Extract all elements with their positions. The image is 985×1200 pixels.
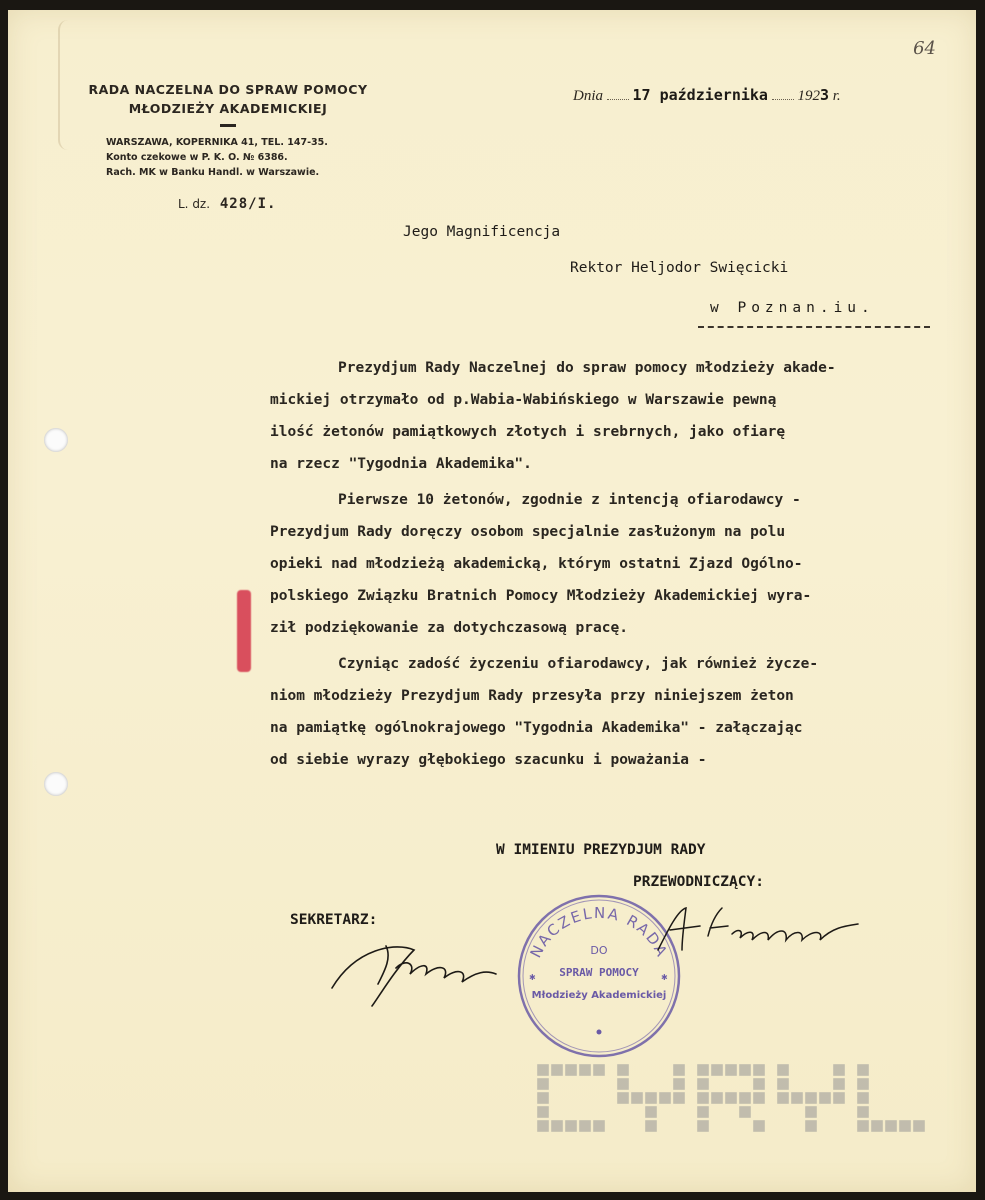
svg-text:✱: ✱ (529, 973, 536, 982)
letterhead-org-line2: MŁODZIEŻY AKADEMICKIEJ (128, 101, 328, 116)
body-line: opieki nad młodzieżą akademicką, którym ostatni Zjazd Ogólno- (270, 556, 803, 572)
stamp-line2: SPRAW POMOCY (559, 966, 639, 979)
letter-date (573, 86, 841, 105)
letterhead-account-bank: Rach. MK w Banku Handl. w Warszawie. (106, 167, 320, 178)
recipient-line1: Jego Magnificencja (403, 224, 561, 240)
punch-hole-top (44, 428, 68, 452)
body-line: od siebie wyrazy głębokiego szacunku i poważania - (270, 752, 707, 768)
body-line: Czyniąc zadość życzeniu ofiarodawcy, jak również życze- (338, 656, 819, 672)
body-line: niom młodzieży Prezydjum Rady przesyła przy niniejszem żeton (270, 688, 794, 704)
stamp-line1: DO (590, 944, 608, 957)
recipient-line3: w Poznan.iu. (710, 300, 875, 316)
body-line: na rzecz "Tygodnia Akademika". (270, 456, 532, 472)
recipient-underline (698, 326, 930, 328)
date-suffix: r. (832, 88, 841, 104)
paper-fold-mark (58, 20, 78, 150)
cyryl-watermark (536, 1063, 930, 1139)
date-prefix: Dnia (573, 88, 603, 104)
svg-text:✱: ✱ (661, 973, 668, 982)
body-line: na pamiątkę ogólnokrajowego "Tygodnia Akademika" - załączając (270, 720, 803, 736)
body-line: Prezydjum Rady Naczelnej do spraw pomocy młodzieży akade- (338, 360, 836, 376)
letterhead-divider (220, 124, 236, 127)
reference-value: 428/I. (219, 196, 277, 212)
reference-label: L. dz. (178, 197, 211, 211)
page-number: 64 (913, 38, 936, 59)
recipient-line2: Rektor Heljodor Swięcicki (570, 260, 789, 276)
closing-chairman: PRZEWODNICZĄCY: (633, 874, 764, 890)
body-line: polskiego Związku Bratnich Pomocy Młodzieży Akademickiej wyra- (270, 588, 812, 604)
stamp-ring-text: NACZELNA RADA (526, 903, 672, 961)
letterhead (78, 80, 378, 180)
stamp-line3: Młodzieży Akademickiej (531, 990, 667, 1001)
date-year: 192 (797, 88, 820, 104)
date-value: 17 października (632, 86, 768, 104)
letter-body (270, 352, 970, 776)
document-sheet (8, 10, 976, 1192)
chairman-signature (648, 900, 878, 960)
body-line: Pierwsze 10 żetonów, zgodnie z intencją ofiarodawcy - (338, 492, 801, 508)
letterhead-org-line1: RADA NACZELNA DO SPRAW POMOCY (88, 82, 368, 97)
closing-secretary: SEKRETARZ: (290, 912, 378, 928)
secretary-signature (326, 928, 526, 1008)
closing-on-behalf: W IMIENIU PREZYDJUM RADY (496, 842, 706, 858)
body-line: Prezydjum Rady doręczy osobom specjalnie zasłużonym na polu (270, 524, 786, 540)
letterhead-account-pko: Konto czekowe w P. K. O. № 6386. (106, 152, 288, 163)
body-line: ził podziękowanie za dotychczasową pracę. (270, 620, 628, 636)
body-line: ilość żetonów pamiątkowych złotych i srebrnych, jako ofiarę (270, 424, 786, 440)
date-year-tail: 3 (819, 86, 829, 104)
body-line: mickiej otrzymało od p.Wabia-Wabińskiego w Warszawie pewną (270, 392, 777, 408)
red-margin-mark (237, 590, 251, 672)
letterhead-address: WARSZAWA, KOPERNIKA 41, TEL. 147-35. (106, 137, 328, 148)
punch-hole-bottom (44, 772, 68, 796)
reference-number (178, 196, 276, 212)
